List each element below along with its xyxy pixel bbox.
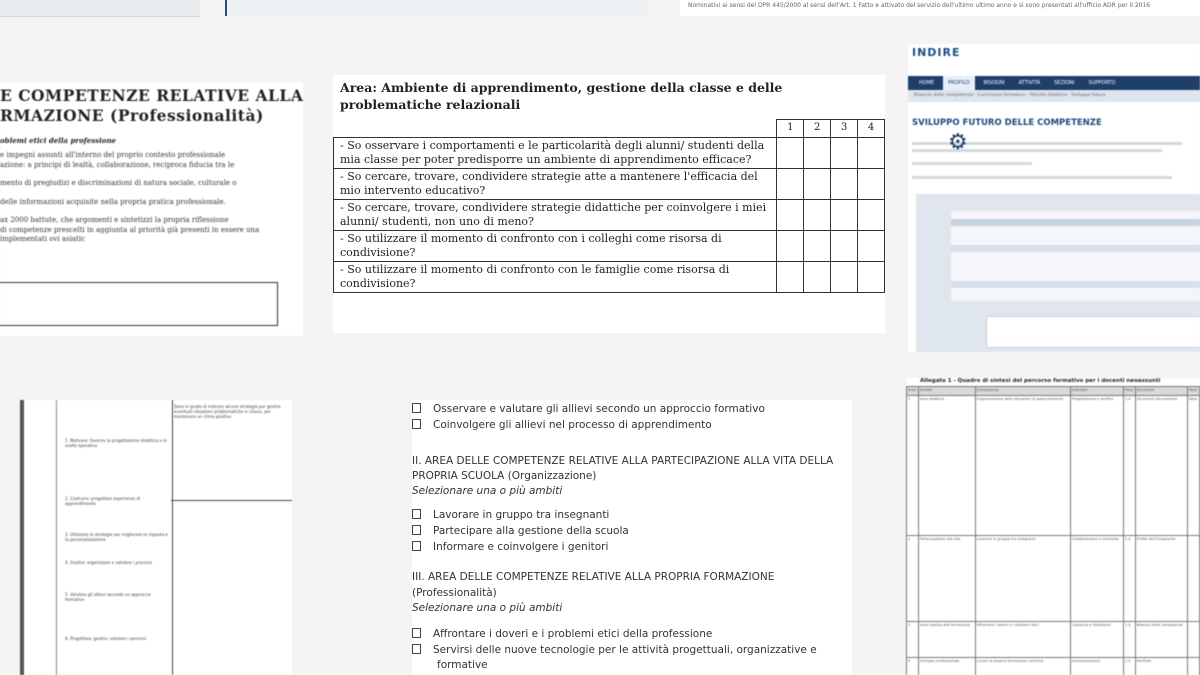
checkbox[interactable] [412, 525, 421, 535]
rating-cell [777, 262, 804, 293]
rating-cell [804, 200, 831, 231]
checkbox[interactable] [412, 419, 421, 429]
checklist-item[interactable]: Servirsi delle nuove tecnologie per le attività progettuali, organizzative e [412, 643, 817, 657]
instruction: Selezionare una o più ambiti [412, 602, 563, 614]
checklist-item[interactable]: Partecipare alla gestione della scuola [412, 524, 629, 538]
question-cell: - So cercare, trovare, condividere strategie didattiche per coinvolgere i miei alunni/ studenti, non uno di meno? [334, 200, 777, 231]
table-row: 1 Area didattica Organizzazione delle situazioni di apprendimento Progettazione e verifica 1,4 Strumenti documentali Note [907, 396, 1200, 536]
text-line [912, 176, 1172, 179]
checklist-item[interactable]: Coinvolgere gli allievi nel processo di apprendimento [412, 418, 712, 432]
rating-cell [777, 231, 804, 262]
website-sviluppo-futuro[interactable] [908, 44, 1200, 352]
gear-icon: ⚙ [948, 130, 968, 155]
table-row [334, 138, 885, 169]
section-title: PROPRIA SCUOLA (Organizzazione) [412, 470, 597, 482]
checklist-item[interactable]: Osservare e valutare gli allievi secondo un approccio formativo [412, 402, 765, 416]
table-row [334, 231, 885, 262]
rating-cell [858, 169, 885, 200]
question-cell: - So cercare, trovare, condividere strategie atte a mantenere l'efficacia del mio intervento educativo? [334, 169, 777, 200]
instruction: Selezionare una o più ambiti [412, 485, 563, 497]
document-competenze-formazione[interactable] [0, 82, 303, 336]
checkbox[interactable] [412, 509, 421, 519]
top-fragment-left [0, 0, 200, 17]
indire-logo: INDIRE [912, 46, 961, 59]
form-item: 5. Valutare gli allievi secondo un approccio formativo [65, 592, 151, 602]
section-heading: E COMPETENZE RELATIVE ALLA RMAZIONE (Professionalità) [0, 86, 303, 125]
checklist-item-cont: formative [437, 659, 488, 671]
rating-cell [858, 262, 885, 293]
answer-box [0, 282, 278, 326]
scale-header: 1 [777, 120, 804, 138]
nav-item[interactable]: SEZIONI [1054, 80, 1075, 86]
question-cell: - So utilizzare il momento di confronto con i colleghi come risorsa di condivisione? [334, 231, 777, 262]
scale-header: 4 [858, 120, 885, 138]
question-panel [951, 211, 1200, 301]
rating-cell [831, 262, 858, 293]
breadcrumb: Bilancio delle competenze · Curriculum formativo · Attività didattica · Sviluppo futuro [908, 90, 1200, 102]
question-cell: - So osservare i comportamenti e le particolarità degli alunni/ studenti della mia classe per poter predisporre un ambiente di apprendimento efficace? [334, 138, 777, 169]
table-header-row [334, 120, 885, 138]
rating-cell [831, 169, 858, 200]
checklist-item[interactable]: Informare e coinvolgere i genitori [412, 540, 608, 554]
site-nav [908, 76, 1200, 90]
scale-header: 2 [804, 120, 831, 138]
rating-cell [804, 262, 831, 293]
nav-item[interactable]: ATTIVITÀ [1018, 80, 1041, 86]
assessment-table [333, 119, 885, 293]
section-title: III. AREA DELLE COMPETENZE RELATIVE ALLA PROPRIA FORMAZIONE [412, 571, 775, 583]
paragraph: e impegni assunti all'interno del proprio contesto professionale azione: a principi di lealtà, collaborazione, reciproca fiducia tra le [0, 151, 235, 169]
table-row: 4 Sviluppo professionale Curare la propria formazione continua Autovalutazione 1,4 Portfolio [907, 658, 1200, 675]
table-row [334, 200, 885, 231]
paragraph: delle informazioni acquisite nella propria pratica professionale. [0, 197, 226, 206]
nav-item[interactable]: PROFILO [943, 76, 974, 90]
nav-item[interactable]: BISOGNI [983, 80, 1005, 86]
checkbox[interactable] [412, 541, 421, 551]
rating-cell [858, 138, 885, 169]
rating-cell [858, 231, 885, 262]
section-title: (Professionalità) [412, 587, 497, 599]
text-line [912, 162, 1032, 165]
table-row [334, 262, 885, 293]
nav-item[interactable]: HOME [919, 80, 935, 86]
rating-cell [831, 231, 858, 262]
document-checklist[interactable] [412, 400, 852, 675]
divider [20, 400, 24, 675]
area-title: Area: Ambiente di apprendimento, gestione della classe e delle problematiche relazionali [340, 80, 783, 112]
form-item: 3. Utilizzare le strategie per migliorare la risposta e la personalizzazione [65, 532, 168, 542]
table-row: 3 Area relativa alla formazione Affrontare i doveri e i problemi etici Coerenza e riflessione 1,4 Bilancio delle competenze [907, 622, 1200, 658]
top-fragment-right: Nominativi ai sensi del DPR 445/2000 al sensi dell'Art. 1 Fatto e attivato del servizio dell'ultimo ultimo anno e si sono presentati all'ufficio ADR per il 2016 [680, 0, 1200, 16]
table-header-row: Area Ambito Competenze Indicatori Peso Strumenti Note [907, 387, 1200, 396]
document-form-columns[interactable] [20, 400, 292, 675]
table-row [334, 169, 885, 200]
rating-cell [831, 200, 858, 231]
checkbox[interactable] [412, 628, 421, 638]
question-cell: - So utilizzare il momento di confronto con le famiglie come risorsa di condivisione? [334, 262, 777, 293]
text-field[interactable] [986, 316, 1200, 348]
checkbox[interactable] [412, 644, 421, 654]
form-item: 1. Motivare: favorire la progettazione didattica e le scelte operative [65, 438, 167, 448]
table-row: 2 Partecipazione alla vita Lavorare in gruppo tra insegnanti Collaborazione e confronto 1,4 Profilo dell'insegnante [907, 536, 1200, 622]
rating-cell [804, 169, 831, 200]
form-item: 4. Gestire: organizzare e valutare i processi [65, 560, 153, 565]
rating-cell [777, 169, 804, 200]
rating-cell [804, 231, 831, 262]
form-item: 6. Progettare, gestire, valutare i percorsi [65, 636, 147, 641]
rating-cell [777, 200, 804, 231]
table-caption: Allegato 1 - Quadro di sintesi del percorso formativo per i docenti neoassunti [920, 378, 1161, 384]
top-fragment-middle [225, 0, 647, 16]
side-box: Sono in grado di indicare alcune strategie per gestire eventuali situazioni problematiche in classe, per mantenere un clima positivo [171, 400, 292, 501]
site-header [908, 44, 1200, 76]
rating-cell [831, 138, 858, 169]
document-summary-table[interactable] [906, 378, 1200, 675]
rating-cell [804, 138, 831, 169]
summary-table [906, 386, 1200, 675]
scale-header: 3 [831, 120, 858, 138]
checkbox[interactable] [412, 403, 421, 413]
subheading: oblemi etici della professione [0, 136, 116, 145]
checklist-item[interactable]: Lavorare in gruppo tra insegnanti [412, 508, 609, 522]
page-title: SVILUPPO FUTURO DELLE COMPETENZE [912, 118, 1102, 128]
document-self-assessment-table[interactable] [333, 75, 885, 333]
paragraph: mento di pregiudizi e discriminazioni di natura sociale, culturale o [0, 179, 237, 187]
content-panel [916, 194, 1200, 352]
section-title: II. AREA DELLE COMPETENZE RELATIVE ALLA PARTECIPAZIONE ALLA VITA DELLA [412, 455, 834, 467]
checklist-item[interactable]: Affrontare i doveri e i problemi etici della professione [412, 627, 712, 641]
paragraph: ax 2000 battute, che argomenti e sintetizzi la propria riflessione di competenze prescelti in aggiunta al priorità già presenti in essere una implementati ovi asiatic [0, 216, 260, 243]
rating-cell [858, 200, 885, 231]
nav-item[interactable]: SUPPORTO [1088, 80, 1116, 86]
form-item: 2. Costruire: progettare esperienze di apprendimento [65, 496, 141, 506]
rating-cell [777, 138, 804, 169]
